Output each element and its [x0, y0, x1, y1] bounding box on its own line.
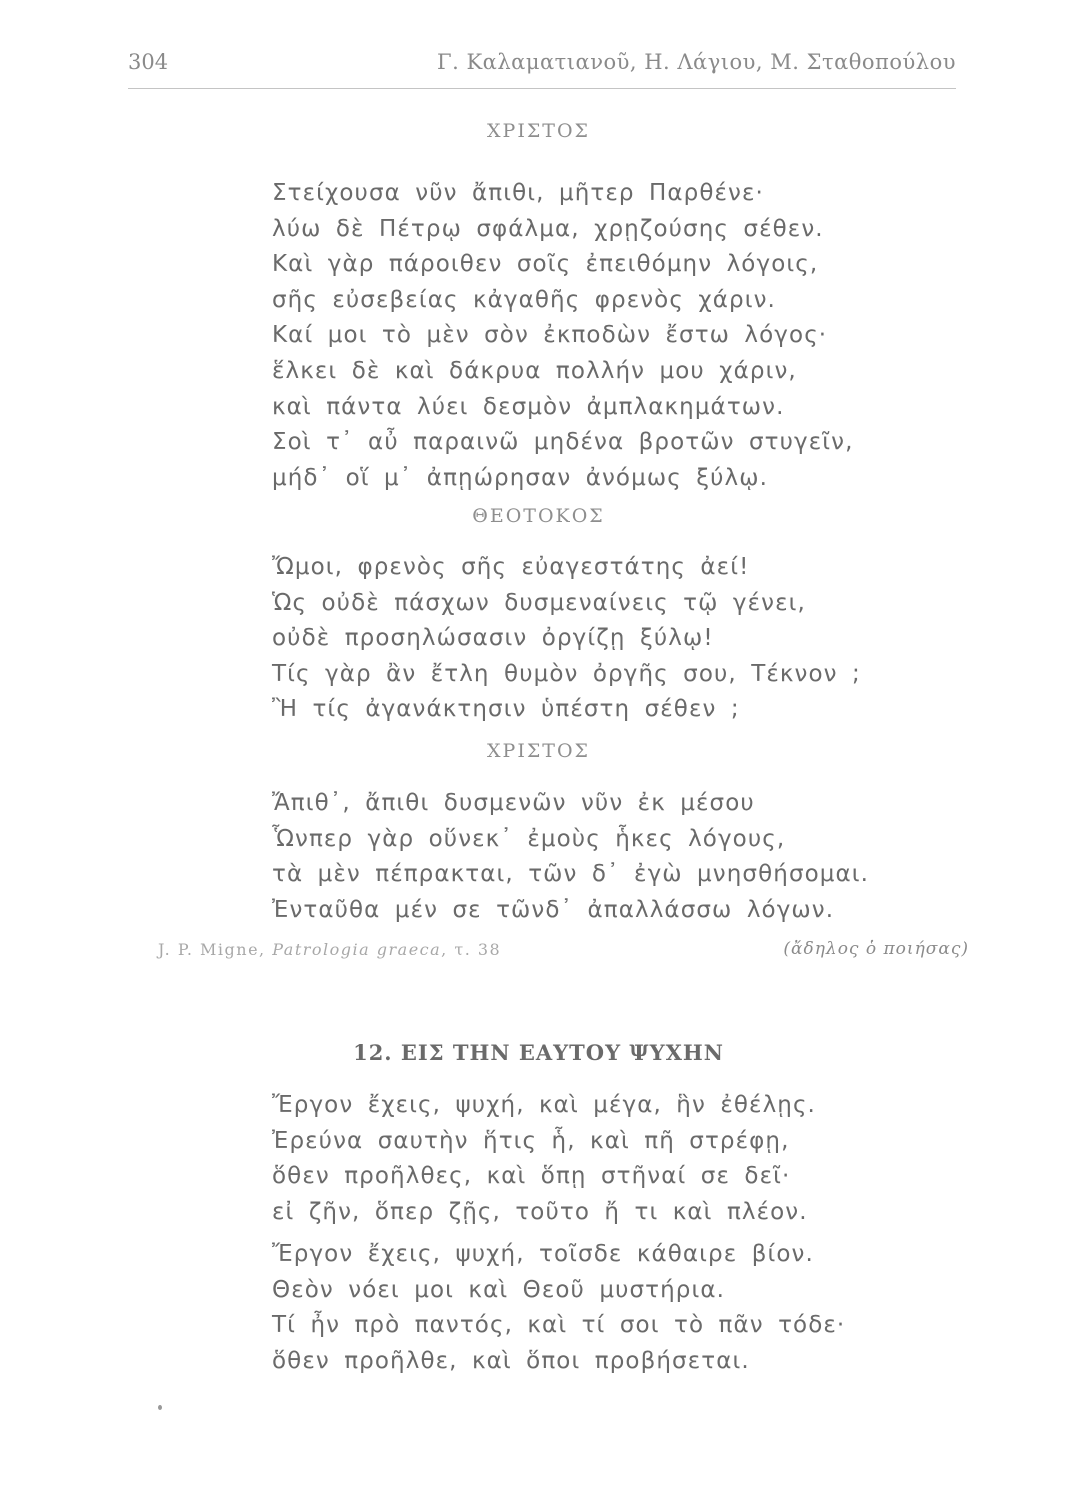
running-head: Γ. Καλαματιανοῦ, Η. Λάγιου, Μ. Σταθοπούλου	[437, 50, 956, 74]
verse-line: καὶ πάντα λύει δεσμὸν ἀμπλακημάτων.	[272, 393, 785, 420]
verse-line: οὐδὲ προσηλώσασιν ὀργίζῃ ξύλῳ!	[272, 625, 714, 652]
verse-line: Ὤμοι, φρενὸς σῆς εὐαγεστάτης ἀεί!	[272, 554, 750, 580]
verse-block	[272, 176, 853, 496]
verse-line: Ἐνταῦθα μέν σε τῶνδ᾽ ἀπαλλάσσω λόγων.	[272, 896, 835, 923]
speaker-heading: ΧΡΙΣΤΟΣ	[487, 740, 590, 762]
verse-line: Ἔργον ἔχεις, ψυχή, καὶ μέγα, ἣν ἐθέλῃς.	[272, 1092, 816, 1118]
verse-line: ἕλκει δὲ καὶ δάκρυα πολλήν μου χάριν,	[272, 357, 797, 384]
poem-stanza	[272, 1237, 845, 1379]
source-citation	[158, 940, 501, 959]
verse-line: τὰ μὲν πέπρακται, τῶν δ᾽ ἐγὼ μνησθήσομαι.	[272, 861, 870, 888]
verse-line: Σοὶ τ᾽ αὖ παραινῶ μηδένα βροτῶν στυγεῖν,	[272, 429, 854, 456]
verse-block	[272, 550, 861, 728]
verse-line: Ὡς οὐδὲ πάσχων δυσμεναίνεις τῷ γένει,	[272, 589, 806, 616]
verse-line: Ἄπιθ᾽, ἄπιθι δυσμενῶν νῦν ἐκ μέσου	[272, 790, 755, 816]
verse-line: ὅθεν προῆλθες, καὶ ὅπῃ στῆναί σε δεῖ·	[272, 1163, 791, 1190]
verse-line: εἰ ζῆν, ὅπερ ζῇς, τοῦτο ἤ τι καὶ πλέον.	[272, 1198, 808, 1225]
verse-line: ὅθεν προῆλθε, καὶ ὅποι προβήσεται.	[272, 1347, 750, 1374]
verse-line: Θεὸν νόει μοι καὶ Θεοῦ μυστήρια.	[272, 1276, 726, 1303]
verse-line: Ἔργον ἔχεις, ψυχή, τοῖσδε κάθαιρε βίον.	[272, 1241, 814, 1267]
verse-line: Τί ἦν πρὸ παντός, καὶ τί σοι τὸ πᾶν τόδε·	[272, 1312, 846, 1339]
verse-line: μήδ᾽ οἵ μ᾽ ἀπῃώρησαν ἀνόμως ξύλῳ.	[272, 464, 769, 491]
poem-title: 12. ΕΙΣ ΤΗΝ ΕΑΥΤΟΥ ΨΥΧΗΝ	[353, 1040, 724, 1065]
verse-line: Τίς γὰρ ἂν ἔτλη θυμὸν ὀργῆς σου, Τέκνον ;	[272, 660, 861, 687]
page-number: 304	[128, 50, 169, 74]
verse-line: Ὧνπερ γὰρ οὕνεκ᾽ ἐμοὺς ἧκες λόγους,	[272, 825, 786, 852]
verse-line: σῆς εὐσεβείας κἀγαθῆς φρενὸς χάριν.	[272, 286, 776, 313]
source-author: J. P. Migne,	[158, 940, 273, 959]
verse-line: Στείχουσα νῦν ἄπιθι, μῆτερ Παρθένε·	[272, 180, 764, 206]
poem-stanza	[272, 1088, 816, 1230]
verse-line: λύω δὲ Πέτρῳ σφάλμα, χρῃζούσης σέθεν.	[272, 215, 824, 242]
speaker-heading: ΘΕΟΤΟΚΟΣ	[472, 505, 605, 527]
source-attribution: (ἄδηλος ὁ ποιήσας)	[783, 939, 969, 959]
ink-speck	[158, 1405, 162, 1410]
verse-line: Καί μοι τὸ μὲν σὸν ἐκποδὼν ἔστω λόγος·	[272, 322, 828, 349]
verse-line: Ἐρεύνα σαυτὴν ἥτις ἧ, καὶ πῆ στρέφῃ,	[272, 1127, 790, 1154]
source-work: Patrologia graeca	[272, 940, 442, 959]
verse-block	[272, 786, 869, 928]
source-volume: , τ. 38	[441, 940, 502, 959]
page-header	[128, 46, 956, 89]
speaker-heading: ΧΡΙΣΤΟΣ	[487, 120, 590, 142]
verse-line: Καὶ γὰρ πάροιθεν σοῖς ἐπειθόμην λόγοις,	[272, 251, 819, 278]
verse-line: Ἢ τίς ἀγανάκτησιν ὑπέστη σέθεν ;	[272, 696, 740, 723]
